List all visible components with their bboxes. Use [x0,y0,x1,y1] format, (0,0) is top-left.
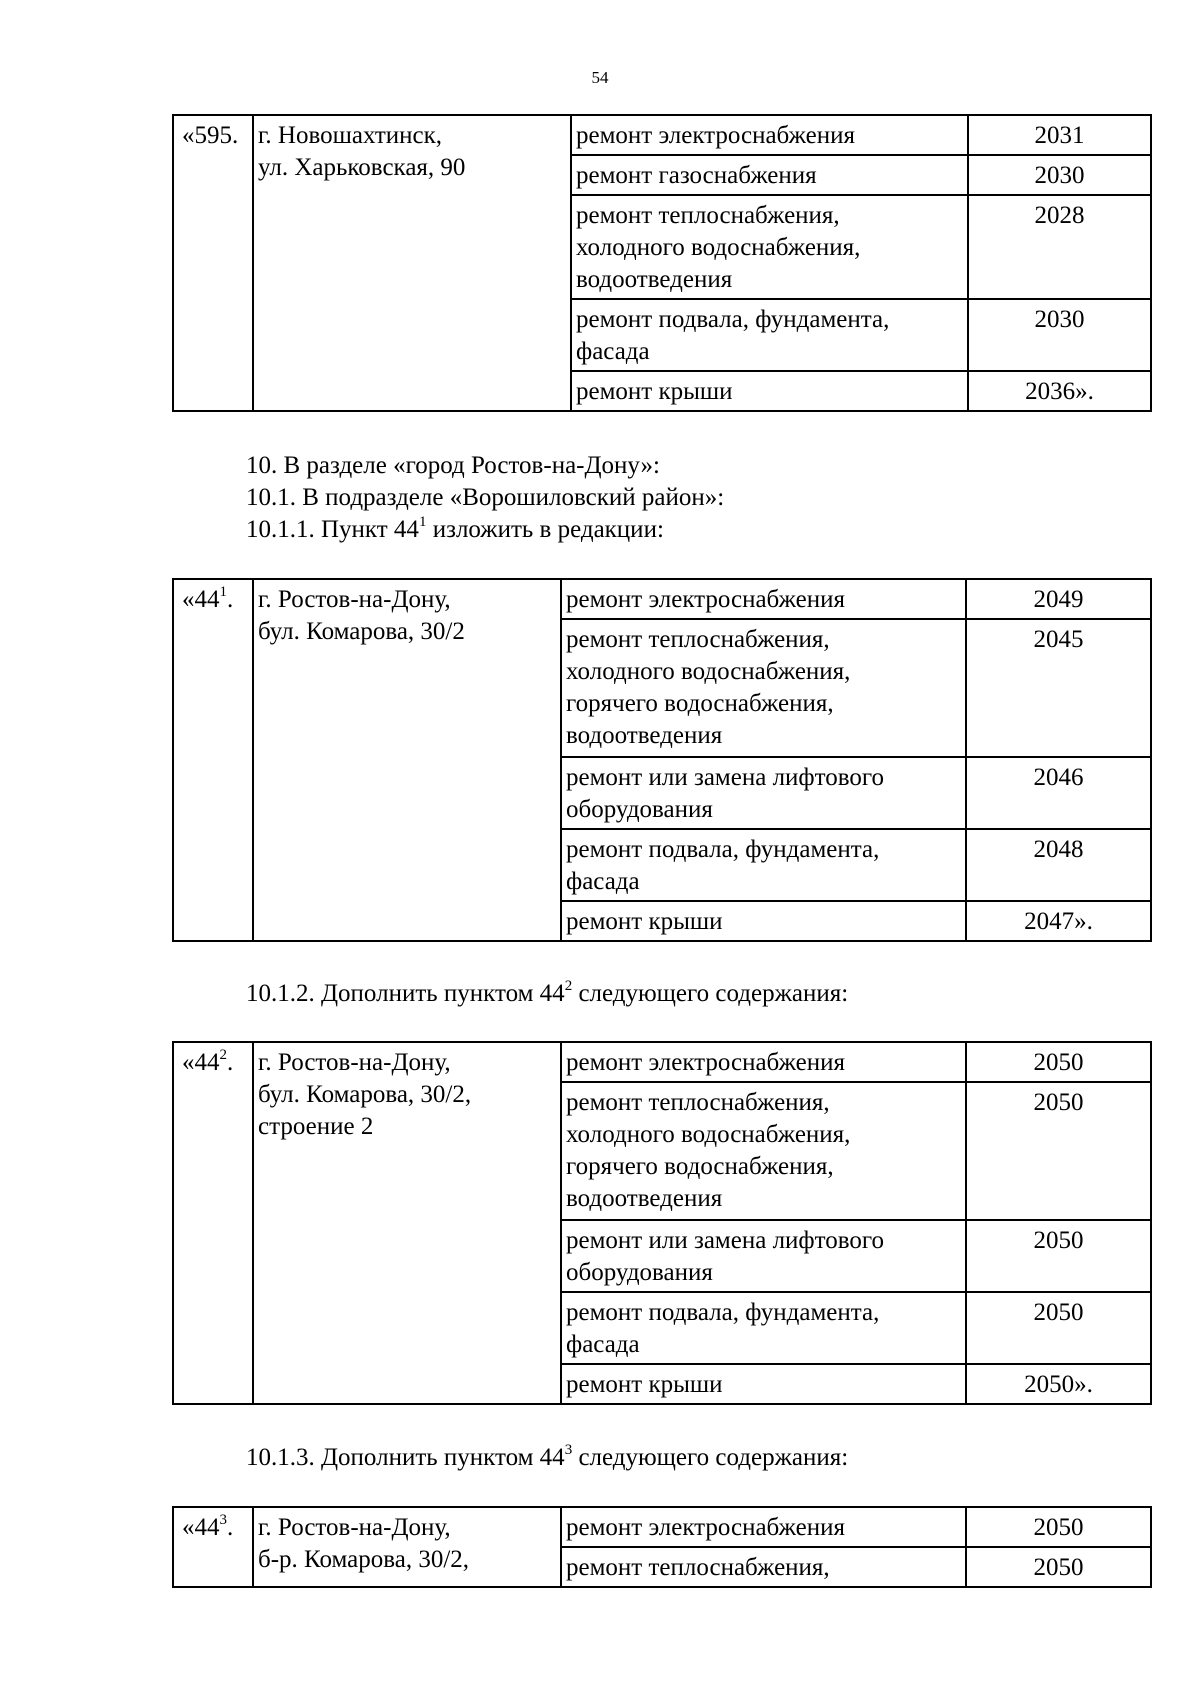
paragraph-10-1: 10.1. В подразделе «Ворошиловский район»: [246,484,725,511]
item-number: «$44^1$. [173,579,253,941]
item-number: «595. [173,115,253,411]
year-cell: 2050 [966,1082,1151,1220]
work-cell: ремонт электроснабжения [561,1042,966,1082]
work-cell: ремонт теплоснабжения, холодного водоснабжения, горячего водоснабжения, водоотведения [561,1082,966,1220]
year-cell: 2046 [966,757,1151,829]
year-cell: 2050 [966,1220,1151,1292]
address-cell: г. Новошахтинск, ул. Харьковская, 90 [253,115,571,411]
address-cell: г. Ростов-на-Дону, бул. Комарова, 30/2 [253,579,561,941]
repair-table-44-3 [172,1506,1152,1588]
work-cell: ремонт газоснабжения [571,155,968,195]
year-cell: 2047». [966,901,1151,941]
item-number: «$44^3$. [173,1507,253,1587]
repair-table-44-2 [172,1041,1152,1405]
work-cell: ремонт или замена лифтового оборудования [561,757,966,829]
address-cell: г. Ростов-на-Дону, бул. Комарова, 30/2, строение 2 [253,1042,561,1404]
work-cell: ремонт подвала, фундамента, фасада [561,829,966,901]
work-cell: ремонт электроснабжения [561,1507,966,1547]
work-cell: ремонт или замена лифтового оборудования [561,1220,966,1292]
year-cell: 2049 [966,579,1151,619]
repair-table-44-1 [172,578,1152,942]
work-cell: ремонт теплоснабжения, холодного водоснабжения, горячего водоснабжения, водоотведения [561,619,966,757]
year-cell: 2050 [966,1547,1151,1587]
year-cell: 2031 [968,115,1151,155]
work-cell: ремонт теплоснабжения, холодного водоснабжения, водоотведения [571,195,968,299]
page-number: 54 [591,68,609,87]
repair-table-595 [172,114,1152,412]
year-cell: 2030 [968,155,1151,195]
paragraph-10-1-3: 10.1.3. Дополнить пунктом $44^3$ следующего содержания: [246,1441,849,1471]
address-cell: г. Ростов-на-Дону, б-р. Комарова, 30/2, [253,1507,561,1587]
year-cell: 2048 [966,829,1151,901]
year-cell: 2030 [968,299,1151,371]
year-cell: 2045 [966,619,1151,757]
year-cell: 2050 [966,1042,1151,1082]
paragraph-10-1-2: 10.1.2. Дополнить пунктом $44^2$ следующего содержания: [246,977,849,1007]
paragraph-10-1-1: 10.1.1. Пункт $44^1$ изложить в редакции: [246,513,664,543]
work-cell: ремонт электроснабжения [561,579,966,619]
work-cell: ремонт крыши [571,371,968,411]
year-cell: 2050 [966,1507,1151,1547]
year-cell: 2028 [968,195,1151,299]
year-cell: 2050 [966,1292,1151,1364]
work-cell: ремонт электроснабжения [571,115,968,155]
year-cell: 2036». [968,371,1151,411]
paragraph-10: 10. В разделе «город Ростов-на-Дону»: [246,452,660,479]
work-cell: ремонт теплоснабжения, [561,1547,966,1587]
work-cell: ремонт крыши [561,901,966,941]
work-cell: ремонт подвала, фундамента, фасада [571,299,968,371]
item-number: «$44^2$. [173,1042,253,1404]
year-cell: 2050». [966,1364,1151,1404]
work-cell: ремонт подвала, фундамента, фасада [561,1292,966,1364]
work-cell: ремонт крыши [561,1364,966,1404]
